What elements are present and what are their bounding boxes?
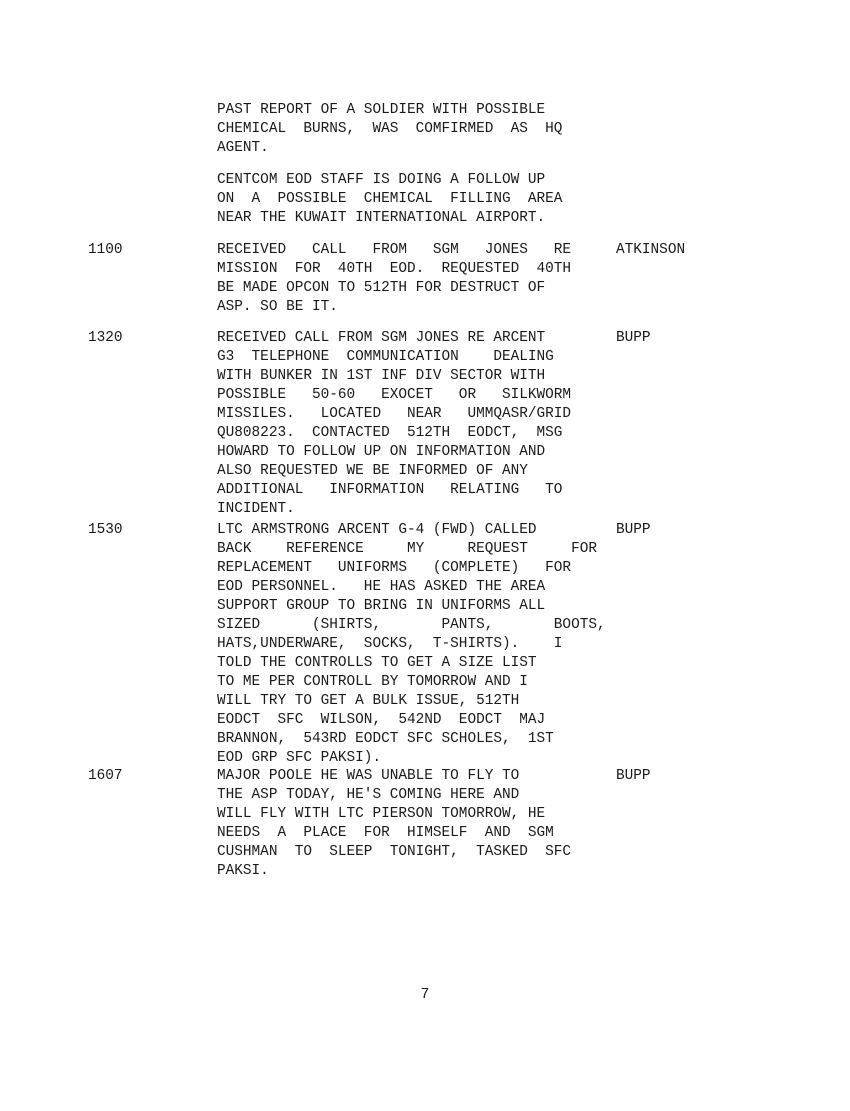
entry-time: 1530 — [88, 522, 123, 538]
text-line: MAJOR POOLE HE WAS UNABLE TO FLY TO — [217, 768, 520, 784]
entry-text — [217, 101, 597, 158]
text-line: WILL TRY TO GET A BULK ISSUE, 512TH — [217, 693, 520, 709]
text-line: G3 TELEPHONE COMMUNICATION DEALING — [217, 349, 554, 365]
entry-author: BUPP — [616, 330, 651, 346]
text-line: NEAR THE KUWAIT INTERNATIONAL AIRPORT. — [217, 210, 546, 226]
entry-text — [217, 767, 597, 881]
text-line: THE ASP TODAY, HE'S COMING HERE AND — [217, 787, 520, 803]
text-line: EODCT SFC WILSON, 542ND EODCT MAJ — [217, 712, 546, 728]
text-line: CHEMICAL BURNS, WAS COMFIRMED AS HQ — [217, 121, 563, 137]
entry-time: 1320 — [88, 330, 123, 346]
entry-text — [217, 329, 597, 519]
text-line: ADDITIONAL INFORMATION RELATING TO — [217, 482, 563, 498]
text-line: BACK REFERENCE MY REQUEST FOR — [217, 541, 597, 557]
text-line: SUPPORT GROUP TO BRING IN UNIFORMS ALL — [217, 598, 546, 614]
text-line: ALSO REQUESTED WE BE INFORMED OF ANY — [217, 463, 528, 479]
text-line: AGENT. — [217, 140, 269, 156]
text-line: HATS,UNDERWARE, SOCKS, T-SHIRTS). I — [217, 636, 563, 652]
text-line: RECEIVED CALL FROM SGM JONES RE ARCENT — [217, 330, 546, 346]
text-line: PAST REPORT OF A SOLDIER WITH POSSIBLE — [217, 102, 546, 118]
text-line: TO ME PER CONTROLL BY TOMORROW AND I — [217, 674, 528, 690]
entry-text — [217, 241, 597, 317]
text-line: CENTCOM EOD STAFF IS DOING A FOLLOW UP — [217, 172, 546, 188]
text-line: EOD PERSONNEL. HE HAS ASKED THE AREA — [217, 579, 546, 595]
text-line: BRANNON, 543RD EODCT SFC SCHOLES, 1ST — [217, 731, 554, 747]
text-line: INCIDENT. — [217, 501, 295, 517]
page-number: 7 — [420, 987, 430, 1003]
entry-time: 1607 — [88, 768, 123, 784]
entry-time: 1100 — [88, 242, 123, 258]
text-line: SIZED (SHIRTS, PANTS, BOOTS, — [217, 617, 606, 633]
entry-author: BUPP — [616, 522, 651, 538]
text-line: LTC ARMSTRONG ARCENT G-4 (FWD) CALLED — [217, 522, 537, 538]
entry-author: BUPP — [616, 768, 651, 784]
text-line: CUSHMAN TO SLEEP TONIGHT, TASKED SFC — [217, 844, 572, 860]
text-line: WILL FLY WITH LTC PIERSON TOMORROW, HE — [217, 806, 546, 822]
text-line: MISSILES. LOCATED NEAR UMMQASR/GRID — [217, 406, 572, 422]
entry-text — [217, 171, 597, 228]
text-line: BE MADE OPCON TO 512TH FOR DESTRUCT OF — [217, 280, 546, 296]
text-line: ON A POSSIBLE CHEMICAL FILLING AREA — [217, 191, 563, 207]
text-line: REPLACEMENT UNIFORMS (COMPLETE) FOR — [217, 560, 572, 576]
text-line: POSSIBLE 50-60 EXOCET OR SILKWORM — [217, 387, 572, 403]
text-line: TOLD THE CONTROLLS TO GET A SIZE LIST — [217, 655, 537, 671]
text-line: EOD GRP SFC PAKSI). — [217, 750, 382, 766]
text-line: ASP. SO BE IT. — [217, 299, 338, 315]
entry-author: ATKINSON — [616, 242, 686, 258]
text-line: MISSION FOR 40TH EOD. REQUESTED 40TH — [217, 261, 572, 277]
text-line: HOWARD TO FOLLOW UP ON INFORMATION AND — [217, 444, 546, 460]
text-line: RECEIVED CALL FROM SGM JONES RE — [217, 242, 572, 258]
text-line: QU808223. CONTACTED 512TH EODCT, MSG — [217, 425, 563, 441]
text-line: NEEDS A PLACE FOR HIMSELF AND SGM — [217, 825, 554, 841]
text-line: WITH BUNKER IN 1ST INF DIV SECTOR WITH — [217, 368, 546, 384]
entry-text — [217, 521, 606, 768]
text-line: PAKSI. — [217, 863, 269, 879]
